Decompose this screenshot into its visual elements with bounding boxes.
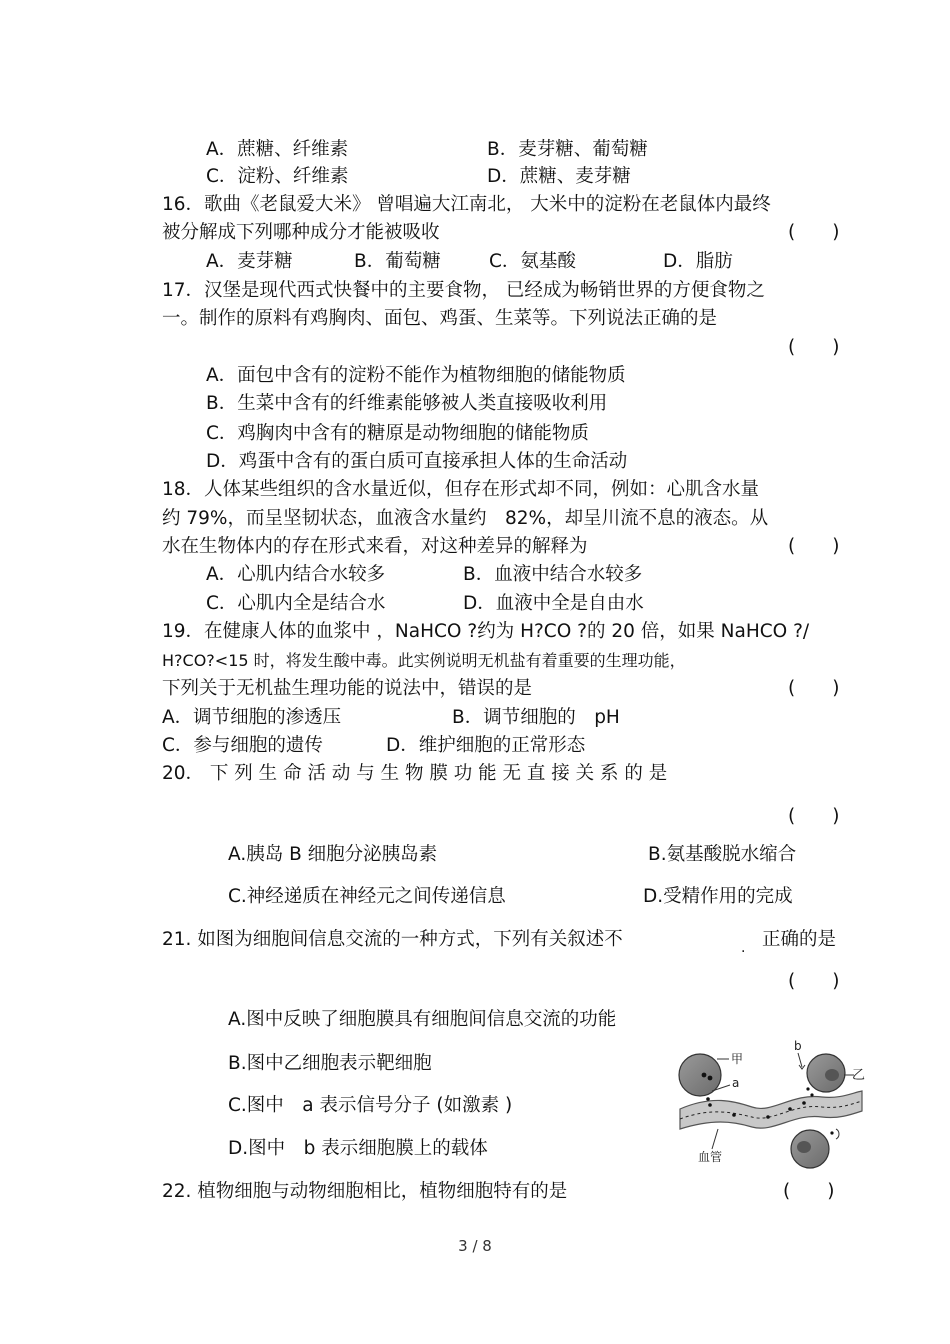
q17-stem-line1: 17．汉堡是现代西式快餐中的主要食物， 已经成为畅销世界的方便食物之 bbox=[162, 280, 765, 301]
q21-option-d: D.图中 b 表示细胞膜上的载体 bbox=[228, 1138, 488, 1159]
label-jia: 甲 bbox=[731, 1052, 744, 1066]
q17-option-a: A．面包中含有的淀粉不能作为植物细胞的储能物质 bbox=[206, 365, 626, 386]
q19-option-b: B．调节细胞的 pH bbox=[452, 707, 620, 728]
q18-option-d: D．血液中全是自由水 bbox=[463, 593, 644, 614]
q21-emphasis-dot: . bbox=[741, 940, 746, 956]
q18-option-c: C．心肌内全是结合水 bbox=[206, 593, 386, 614]
q19-stem-line3: 下列关于无机盐生理功能的说法中，错误的是 bbox=[162, 678, 533, 699]
q15-option-d: D．蔗糖、麦芽糖 bbox=[487, 166, 631, 187]
blood-vessel bbox=[680, 1091, 862, 1129]
q22-answer-paren: ( ) bbox=[783, 1181, 835, 1202]
q15-option-b: B．麦芽糖、葡萄糖 bbox=[487, 139, 648, 160]
q17-option-b: B．生菜中含有的纤维素能够被人类直接吸收利用 bbox=[206, 393, 608, 414]
q17-option-c: C．鸡胸肉中含有的糖原是动物细胞的储能物质 bbox=[206, 423, 589, 444]
q20-answer-paren: ( ) bbox=[788, 806, 840, 827]
q21-option-b: B.图中乙细胞表示靶细胞 bbox=[228, 1053, 432, 1074]
label-a: a bbox=[732, 1076, 740, 1090]
q20-option-a: A.胰岛 B 细胞分泌胰岛素 bbox=[228, 844, 438, 865]
q19-stem-line1: 19．在健康人体的血浆中 ，NaHCO ?约为 H?CO ?的 20 倍，如果 NaHCO ?/ bbox=[162, 621, 810, 642]
q17-option-d: D．鸡蛋中含有的蛋白质可直接承担人体的生命活动 bbox=[206, 451, 628, 472]
page-number: 3 / 8 bbox=[458, 1237, 492, 1255]
q18-stem-line2: 约 79%，而呈坚韧状态，血液含水量约 82%，却呈川流不息的液态。从 bbox=[162, 508, 769, 529]
q21-option-a: A.图中反映了细胞膜具有细胞间信息交流的功能 bbox=[228, 1009, 617, 1030]
q18-option-a: A．心肌内结合水较多 bbox=[206, 564, 386, 585]
q18-answer-paren: ( ) bbox=[788, 536, 840, 557]
q18-option-b: B．血液中结合水较多 bbox=[463, 564, 643, 585]
q20-option-d: D.受精作用的完成 bbox=[643, 886, 793, 907]
cell-signaling-figure bbox=[672, 1037, 865, 1170]
q16-option-b: B．葡萄糖 bbox=[354, 251, 441, 272]
q16-answer-paren: ( ) bbox=[788, 222, 840, 243]
q19-option-d: D．维护细胞的正常形态 bbox=[386, 735, 586, 756]
q19-stem-line2: H?CO?<15 时，将发生酸中毒。此实例说明无机盐有着重要的生理功能， bbox=[162, 651, 686, 670]
label-b: b bbox=[794, 1039, 802, 1053]
q18-stem-line3: 水在生物体内的存在形式来看，对这种差异的解释为 bbox=[162, 536, 588, 557]
q22-stem: 22. 植物细胞与动物细胞相比，植物细胞特有的是 bbox=[162, 1181, 568, 1202]
q16-stem-line2: 被分解成下列哪种成分才能被吸收 bbox=[162, 222, 440, 243]
q21-stem-part2: 正确的是 bbox=[762, 929, 837, 950]
q15-option-c: C．淀粉、纤维素 bbox=[206, 166, 349, 187]
q21-option-c: C.图中 a 表示信号分子 (如激素 ) bbox=[228, 1095, 513, 1116]
q21-stem-part1: 21. 如图为细胞间信息交流的一种方式，下列有关叙述不 bbox=[162, 929, 623, 950]
q16-option-a: A．麦芽糖 bbox=[206, 251, 293, 272]
q17-stem-line2: 一。制作的原料有鸡胸肉、面包、鸡蛋、生菜等。下列说法正确的是 bbox=[162, 308, 718, 329]
q19-option-a: A．调节细胞的渗透压 bbox=[162, 707, 342, 728]
q16-option-c: C．氨基酸 bbox=[489, 251, 576, 272]
q20-option-c: C.神经递质在神经元之间传递信息 bbox=[228, 886, 506, 907]
q15-option-a: A．蔗糖、纤维素 bbox=[206, 139, 349, 160]
q20-option-b: B.氨基酸脱水缩合 bbox=[648, 844, 797, 865]
q19-answer-paren: ( ) bbox=[788, 678, 840, 699]
q17-answer-paren: ( ) bbox=[788, 337, 840, 358]
q16-option-d: D．脂肪 bbox=[663, 251, 733, 272]
q18-stem-line1: 18．人体某些组织的含水量近似，但存在形式却不同，例如：心肌含水量 bbox=[162, 479, 760, 500]
label-blood-vessel: 血管 bbox=[698, 1150, 723, 1164]
q20-stem: 20． 下 列 生 命 活 动 与 生 物 膜 功 能 无 直 接 关 系 的 是 bbox=[162, 763, 668, 784]
q21-answer-paren: ( ) bbox=[788, 971, 840, 992]
q16-stem-line1: 16．歌曲《老鼠爱大米》 曾唱遍大江南北， 大米中的淀粉在老鼠体内最终 bbox=[162, 194, 771, 215]
q19-option-c: C．参与细胞的遗传 bbox=[162, 735, 323, 756]
label-yi: 乙 bbox=[852, 1068, 865, 1083]
